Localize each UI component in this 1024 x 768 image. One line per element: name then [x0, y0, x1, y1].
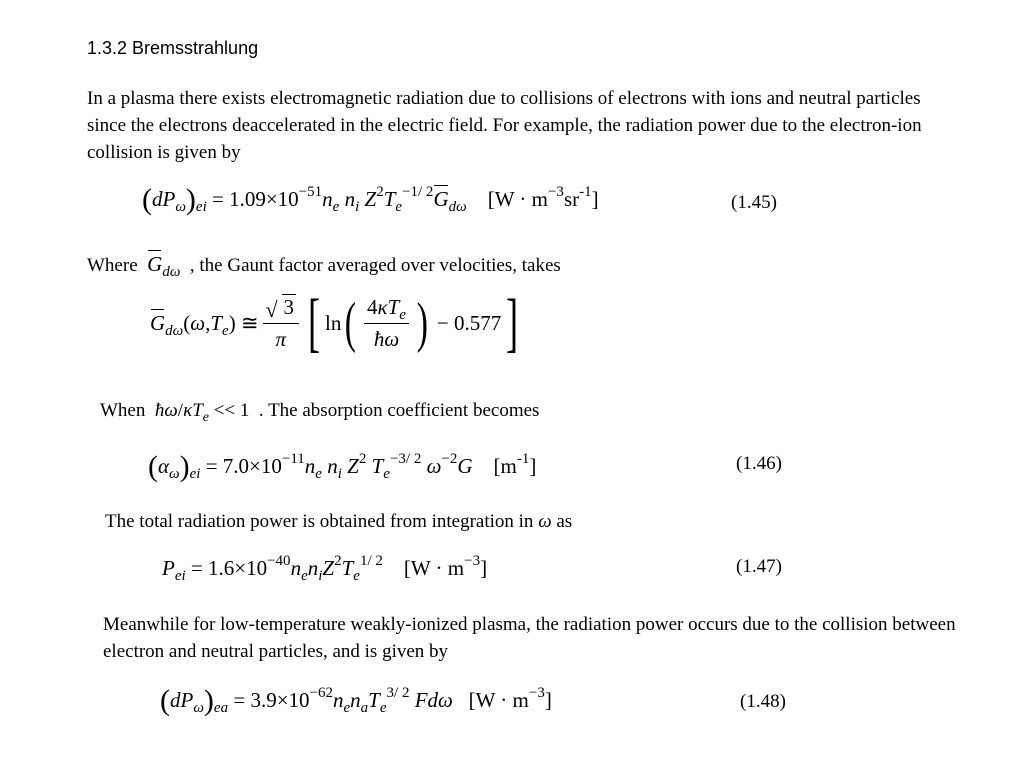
- eq147-coef: 1.6: [208, 556, 235, 580]
- eq145-coef: 1.09: [229, 187, 266, 211]
- eq145-exp: −51: [298, 184, 323, 200]
- eq148-units: [W · m: [468, 688, 529, 712]
- eq146-units: [m: [493, 454, 517, 478]
- equation-1-45: $(dP_\omega)_{ei} = 1.09\times 10^{-51}n_e$ $n_i$ $Z^2T_e^{-1/ 2}G_{d\omega}$ $[W \cdot m^{-3}sr^{-1}]$: [142, 183, 599, 216]
- eq147-exp: −40: [267, 553, 291, 569]
- gaunt-constant: 0.577: [453, 310, 502, 335]
- eq147-units: [W · m: [403, 556, 465, 580]
- eq145-units: [W · m: [487, 187, 548, 211]
- section-heading: 1.3.2 Bremsstrahlung: [87, 38, 259, 58]
- equation-number-1-48: (1.48): [740, 691, 786, 712]
- eq148-exp: −62: [309, 685, 333, 701]
- intro-paragraph: In a plasma there exists electromagnetic radiation due to collisions of electrons with ions and neutral particles since the electrons deaccelerated in the electric field. For example, the radiation power due to the electron-ion collision is given by: [87, 88, 922, 163]
- equation-number-1-46: (1.46): [736, 453, 782, 474]
- equation-1-47: $P_{ei} = 1.6\times 10^{-40}n_en_iZ^2T_e^{1/ 2}$ $[W \cdot m^{-3}]$: [162, 553, 488, 584]
- gaunt-factor-equation: $G_{d\omega}(\omega,T_e)$ ≅ √ 3 π [ ln ( $\frac{4\kappa T_e}{ħ\omega}$ ) − 0.577 ]: [150, 286, 519, 359]
- eq148-coef: 3.9: [250, 688, 277, 712]
- eq146-exp: −11: [281, 451, 305, 467]
- total-radiation-line: The total radiation power is obtained from integration in ω as: [105, 511, 573, 532]
- equation-1-46: $(\alpha_\omega)_{ei} = 7.0\times 10^{-11}n_e$ $n_i$ $Z^2$ $T_e^{-3/ 2}$ $\omega^{-2}G$ $[m^{-1}]$: [148, 450, 537, 483]
- meanwhile-paragraph: Meanwhile for low-temperature weakly-ionized plasma, the radiation power occurs due to the collision between electron and neutral particles, and is given by: [103, 614, 956, 662]
- when-line: When $ħ\omega/\kappa T_e << 1$ . The absorption coefficient becomes: [100, 400, 540, 425]
- equation-1-48: $(dP_\omega)_{ea} = 3.9\times 10^{-62}n_en_aT_e^{3/ 2}$ Fdω $[W \cdot m^{-3}]$: [160, 684, 552, 717]
- equation-number-1-47: (1.47): [736, 556, 782, 577]
- eq146-coef: 7.0: [222, 454, 250, 478]
- where-line: Where $G_{d\omega}$ , the Gaunt factor averaged over velocities, takes: [87, 252, 561, 280]
- equation-number-1-45: (1.45): [731, 192, 777, 213]
